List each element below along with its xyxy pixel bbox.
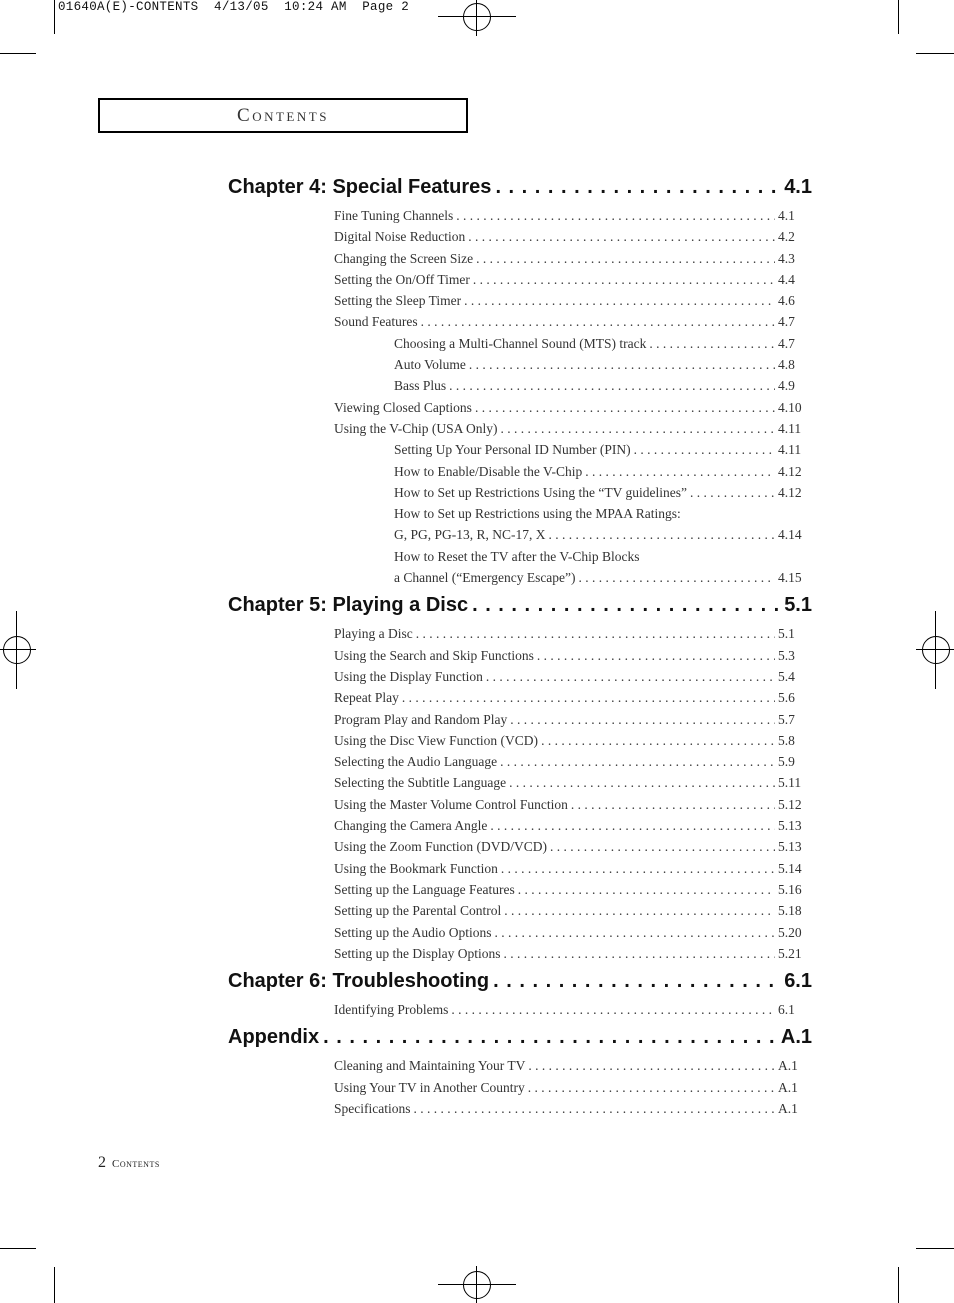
- entry-title: Viewing Closed Captions: [334, 399, 472, 415]
- entry-page: 5.16: [778, 881, 802, 897]
- dot-leader: [550, 836, 775, 857]
- toc-entry[interactable]: [334, 645, 804, 666]
- entry-title: How to Enable/Disable the V-Chip: [394, 463, 583, 479]
- toc-entry[interactable]: [334, 687, 804, 708]
- entry-title: G, PG, PG-13, R, NC-17, X: [394, 527, 546, 543]
- entry-title: Sound Features: [334, 314, 418, 330]
- chapter-page: 6.1: [784, 970, 812, 993]
- toc-subentry-line: How to Reset the TV after the V-Chip Blocks: [394, 548, 640, 564]
- toc-subentry[interactable]: [394, 461, 804, 482]
- toc-entry[interactable]: [334, 858, 804, 879]
- entry-page: 4.11: [778, 420, 802, 436]
- entry-title: Program Play and Random Play: [334, 711, 508, 727]
- contents-heading-box: [98, 98, 468, 133]
- dot-leader: [495, 922, 775, 943]
- toc-subentry[interactable]: [394, 482, 804, 503]
- entry-title: Using the Disc View Function (VCD): [334, 732, 539, 748]
- dot-leader: [509, 772, 775, 793]
- entry-page: 4.15: [778, 570, 802, 586]
- chapter-title: Chapter 6: Troubleshooting: [228, 970, 490, 993]
- entry-title: Specifications: [334, 1100, 411, 1116]
- entry-page: 5.6: [778, 690, 795, 706]
- entry-page: 4.12: [778, 463, 802, 479]
- toc-subentry[interactable]: [394, 567, 804, 588]
- chapter-heading[interactable]: [228, 176, 812, 203]
- toc-entry[interactable]: [334, 1077, 804, 1098]
- dot-leader: [473, 269, 775, 290]
- toc-entry[interactable]: [334, 794, 804, 815]
- dot-leader: [449, 375, 775, 396]
- entry-page: 4.9: [778, 378, 795, 394]
- toc-subentry[interactable]: [394, 333, 804, 354]
- entry-page: A.1: [778, 1079, 798, 1095]
- entry-page: 5.18: [778, 903, 802, 919]
- dot-leader: [528, 1055, 775, 1076]
- entry-title: Setting up the Audio Options: [334, 924, 492, 940]
- entry-title: Setting the On/Off Timer: [334, 271, 470, 287]
- dot-leader: [537, 645, 775, 666]
- entry-page: 5.13: [778, 818, 802, 834]
- entry-title: Auto Volume: [394, 357, 466, 373]
- entry-page: 4.10: [778, 399, 802, 415]
- entry-title: Playing a Disc: [334, 626, 413, 642]
- dot-leader: [476, 248, 775, 269]
- entry-title: Digital Noise Reduction: [334, 229, 466, 245]
- dot-leader: [495, 176, 780, 199]
- entry-title: Setting the Sleep Timer: [334, 293, 462, 309]
- dot-leader: [472, 594, 780, 617]
- entry-page: 5.11: [778, 775, 802, 791]
- dot-leader: [649, 333, 775, 354]
- entry-title: Choosing a Multi-Channel Sound (MTS) track: [394, 335, 647, 351]
- chapter-page: A.1: [780, 1026, 812, 1049]
- dot-leader: [501, 418, 775, 439]
- toc-entry[interactable]: [334, 269, 804, 290]
- entry-title: Selecting the Audio Language: [334, 754, 498, 770]
- dot-leader: [585, 461, 775, 482]
- registration-line: [935, 611, 936, 689]
- entry-title: Setting up the Language Features: [334, 881, 515, 897]
- chapter-page: 5.1: [784, 594, 812, 617]
- entry-title: How to Set up Restrictions Using the “TV guidelines”: [394, 484, 687, 500]
- toc-entry[interactable]: [334, 900, 804, 921]
- entry-page: 5.14: [778, 860, 802, 876]
- entry-page: 5.21: [778, 945, 802, 961]
- toc-entry[interactable]: [334, 815, 804, 836]
- entry-page: 4.2: [778, 229, 795, 245]
- toc-entry[interactable]: [334, 623, 804, 644]
- dot-leader: [504, 900, 775, 921]
- dot-leader: [500, 751, 775, 772]
- dot-leader: [451, 999, 775, 1020]
- entry-page: 4.1: [778, 208, 795, 223]
- chapter-title: Chapter 4: Special Features: [228, 176, 492, 198]
- entry-title: Using the Bookmark Function: [334, 860, 498, 876]
- entry-title: a Channel (“Emergency Escape”): [394, 570, 576, 586]
- toc-entry[interactable]: [334, 709, 804, 730]
- page-number: 2: [98, 1154, 106, 1171]
- toc-entry[interactable]: [334, 290, 804, 311]
- crop-mark: [0, 1248, 36, 1249]
- dot-leader: [469, 354, 775, 375]
- entry-title: Cleaning and Maintaining Your TV: [334, 1058, 526, 1074]
- chapter-title: Appendix: [228, 1026, 320, 1049]
- crop-mark: [916, 53, 954, 54]
- dot-leader: [579, 567, 775, 588]
- entry-title: Changing the Camera Angle: [334, 818, 488, 834]
- registration-line: [438, 1284, 516, 1285]
- entry-title: Using the Display Function: [334, 668, 483, 684]
- toc-entry[interactable]: [334, 879, 804, 900]
- registration-line: [476, 1266, 477, 1303]
- toc-entry[interactable]: [334, 751, 804, 772]
- registration-line: [16, 611, 17, 689]
- entry-title: Setting Up Your Personal ID Number (PIN): [394, 442, 631, 458]
- chapter-heading[interactable]: [228, 1026, 812, 1053]
- registration-line: [438, 16, 516, 17]
- dot-leader: [456, 205, 775, 226]
- dot-leader: [549, 524, 775, 545]
- entry-title: Setting up the Display Options: [334, 945, 501, 961]
- entry-page: 5.7: [778, 711, 795, 727]
- entry-page: 5.8: [778, 732, 795, 748]
- entry-title: Bass Plus: [394, 378, 447, 394]
- dot-leader: [490, 815, 775, 836]
- toc-entry[interactable]: [334, 666, 804, 687]
- entry-page: 4.7: [778, 314, 795, 330]
- toc-entry[interactable]: [334, 248, 804, 269]
- dot-leader: [413, 1098, 775, 1119]
- dot-leader: [690, 482, 775, 503]
- entry-page: 5.1: [778, 626, 795, 642]
- entry-title: Identifying Problems: [334, 1002, 449, 1018]
- entry-page: 4.14: [778, 527, 802, 543]
- dot-leader: [464, 290, 775, 311]
- chapter-heading[interactable]: [228, 594, 812, 621]
- toc-entry[interactable]: [334, 943, 804, 964]
- dot-leader: [468, 226, 775, 247]
- footer-label: Contents: [112, 1158, 160, 1170]
- chapter-title: Chapter 5: Playing a Disc: [228, 594, 469, 617]
- toc-entry[interactable]: [334, 226, 804, 247]
- dot-leader: [634, 439, 775, 460]
- registration-mark-icon: [3, 636, 31, 664]
- crop-mark: [898, 0, 899, 34]
- toc-subentry-line: How to Set up Restrictions using the MPAA Ratings:: [394, 506, 681, 522]
- entry-page: 5.20: [778, 924, 802, 940]
- entry-page: A.1: [778, 1058, 798, 1074]
- crop-mark: [0, 53, 36, 54]
- page-footer: [98, 1154, 160, 1172]
- toc-entry[interactable]: [334, 311, 804, 332]
- dot-leader: [416, 623, 775, 644]
- toc-entry[interactable]: [334, 836, 804, 857]
- entry-title: Setting up the Parental Control: [334, 903, 502, 919]
- entry-page: 4.7: [778, 335, 795, 351]
- dot-leader: [528, 1077, 775, 1098]
- entry-title: Using the Zoom Function (DVD/VCD): [334, 839, 547, 855]
- entry-page: 5.3: [778, 647, 795, 663]
- toc-subentry[interactable]: [394, 524, 804, 545]
- entry-title: Using the Master Volume Control Function: [334, 796, 568, 812]
- entry-page: 4.3: [778, 250, 795, 266]
- dot-leader: [323, 1026, 777, 1049]
- toc-entry[interactable]: [334, 730, 804, 751]
- registration-mark-icon: [463, 3, 491, 31]
- dot-leader: [475, 397, 775, 418]
- toc-entry[interactable]: [334, 397, 804, 418]
- entry-title: Using Your TV in Another Country: [334, 1079, 525, 1095]
- entry-page: 4.8: [778, 357, 795, 373]
- entry-page: 6.1: [778, 1002, 795, 1018]
- chapter-page: 4.1: [784, 176, 812, 198]
- entry-page: 5.9: [778, 754, 795, 770]
- crop-mark: [54, 0, 55, 34]
- dot-leader: [421, 311, 775, 332]
- dot-leader: [541, 730, 775, 751]
- entry-title: Repeat Play: [334, 690, 399, 706]
- registration-line: [476, 0, 477, 36]
- crop-mark: [916, 1248, 954, 1249]
- toc-entry[interactable]: [334, 205, 804, 226]
- entry-title: Fine Tuning Channels: [334, 208, 454, 223]
- dot-leader: [486, 666, 775, 687]
- entry-page: 5.12: [778, 796, 802, 812]
- contents-heading: Contents: [237, 104, 329, 126]
- entry-title: Using the Search and Skip Functions: [334, 647, 534, 663]
- entry-title: Changing the Screen Size: [334, 250, 474, 266]
- entry-page: 4.4: [778, 271, 795, 287]
- toc-subentry[interactable]: [394, 439, 804, 460]
- dot-leader: [571, 794, 775, 815]
- toc-entry[interactable]: [334, 772, 804, 793]
- toc-subentry[interactable]: [394, 375, 804, 396]
- chapter-heading[interactable]: [228, 970, 812, 997]
- toc-entry[interactable]: [334, 1098, 804, 1119]
- dot-leader: [402, 687, 775, 708]
- entry-page: 4.11: [778, 442, 802, 458]
- entry-page: 4.12: [778, 484, 802, 500]
- toc-entry[interactable]: [334, 999, 804, 1020]
- crop-mark: [898, 1267, 899, 1303]
- dot-leader: [504, 943, 776, 964]
- toc-entry[interactable]: [334, 1055, 804, 1076]
- registration-line: [0, 649, 36, 650]
- entry-title: Using the V-Chip (USA Only): [334, 420, 498, 436]
- registration-mark-icon: [463, 1271, 491, 1299]
- print-header: 01640A(E)-CONTENTS 4/13/05 10:24 AM Page 2: [58, 0, 410, 14]
- entry-page: 5.4: [778, 668, 795, 684]
- table-of-contents: [228, 176, 812, 1119]
- toc-entry[interactable]: [334, 418, 804, 439]
- toc-entry[interactable]: [334, 922, 804, 943]
- dot-leader: [510, 709, 775, 730]
- entry-page: 5.13: [778, 839, 802, 855]
- entry-page: A.1: [778, 1100, 798, 1116]
- entry-page: 4.6: [778, 293, 795, 309]
- dot-leader: [493, 970, 780, 993]
- dot-leader: [518, 879, 775, 900]
- registration-mark-icon: [922, 636, 950, 664]
- dot-leader: [501, 858, 775, 879]
- toc-subentry[interactable]: [394, 354, 804, 375]
- entry-title: Selecting the Subtitle Language: [334, 775, 507, 791]
- crop-mark: [54, 1267, 55, 1303]
